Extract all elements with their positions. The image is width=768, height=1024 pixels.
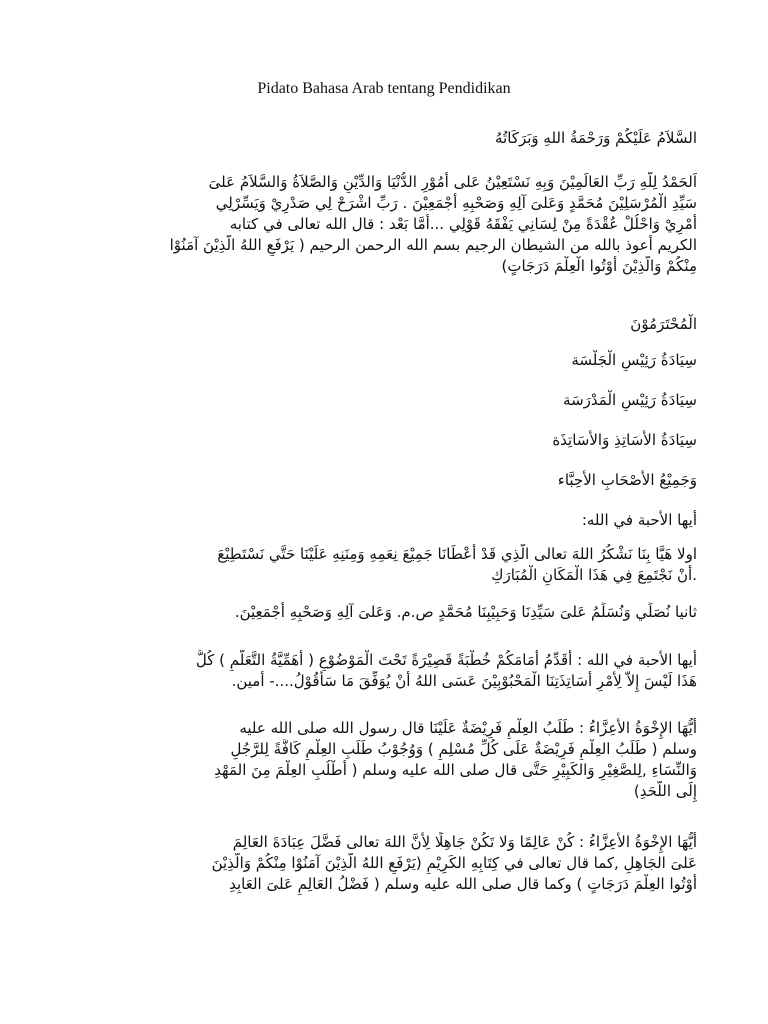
brothers1-line-1: أَيُّهَا الإِخْوَةُ الأَعِزَّاءُ : طَلَبُ العِلْمِ فَرِيْضَةٌ عَلَيْنَا قال رسول الله صلى الله عليه xyxy=(239,719,697,737)
brothers1-line-3: وَالنِّسَاءِ ,لِلصَّغِيْرِ وَالكَبِيْرِ حَتَّى قال صلى الله عليه وسلم ( أُطْلُبِ العِلْمَ مِنَ المَهْدِ xyxy=(214,761,697,779)
brothers-paragraph-2 xyxy=(95,832,697,895)
addressee-4 xyxy=(95,470,697,491)
addressee-2 xyxy=(95,390,697,411)
opening-line-3: أَمْرِيْ وَاحْلُلْ عُقْدَةً مِنْ لِسَانِي يَفْقَهُ قَوْلِي ...أَمَّا بَعْد : قال الله تعالى في كتابه xyxy=(229,215,697,233)
topic-line-1: أيها الأحبة في الله : أُقَدِّمُ أَمَامَكُمْ خُطْبَةً قَصِيْرَةً تَحْتَ الْمَوْضُوْعِ ( أَهَمِّيَّةُ التَّعَلُّمِ ) كُلُّ xyxy=(195,651,697,669)
opening-line-4: الكريم أعوذ بالله من الشيطان الرجيم بسم الله الرحمن الرحيم ( يَرْفَعِ اللهُ الَّذِيْنَ آمَنُوْا xyxy=(169,236,697,254)
greeting-paragraph xyxy=(95,128,697,149)
second-paragraph xyxy=(95,602,697,623)
brothers1-line-4: إِلَى اللَّحَدِ) xyxy=(633,782,697,800)
brothers2-line-2: عَلىَ الجَاهِلِ ,كما قال تعالى في كِتَابِهِ الكَرِيْمِ (يَرْفَعِ اللهُ الَّذِيْنَ آمَنُوْا مِنْكُمْ وَالَّذِيْنَ xyxy=(211,854,697,872)
brothers1-line-2: وسلم ( طَلَبُ العِلْمِ فَرِيْضَةٌ عَلَى كُلِّ مُسْلِمٍ ) وَوُجُوْبُ طَلَبِ العِلْمِ كَافَّةً لِلرَّجُلِ xyxy=(230,740,697,758)
addressee-line-2: سِيَادَةُ رَئِيْسِ الْمَدْرَسَة xyxy=(563,391,697,409)
respected-heading xyxy=(95,314,697,335)
beloved-paragraph xyxy=(95,510,697,531)
opening-line-5: مِنْكُمْ وَالَّذِيْنَ أُوْتُوا الْعِلْمَ دَرَجَاتٍ) xyxy=(501,257,697,275)
topic-line-2: هَذَا لَيْسَ إِلاَّ لِأَمْرِ أَسَاتِذَتِنَا الْمَحْبُوْبِيْنَ عَسَى اللهُ أَنْ يُوَفِّقَ مَا سَأَقُوْلُ....- أمين. xyxy=(231,672,697,690)
addressee-1 xyxy=(95,350,697,371)
first-line-2: .أَنْ نَجْتَمِعَ فِي هَذَا الْمَكَانِ الْمُبَارَكِ xyxy=(491,566,697,584)
addressee-line-3: سِيَادَةُ الأَسَاتِذِ وَالأَسَاتِذَة xyxy=(552,431,697,449)
brothers2-line-3: أُوْتُوا العِلْمَ دَرَجَاتٍ ) وكما قال صلى الله عليه وسلم ( فَضْلُ العَالِمِ عَلىَ العَابِدِ xyxy=(229,875,697,893)
addressee-line-1: سِيَادَةُ رَئِيْسِ الْجَلْسَة xyxy=(571,351,697,369)
opening-line-1: اَلحَمْدُ لِلَّهِ رَبِّ العَالَمِيْنَ وَبِهِ نَسْتَعِيْنُ عَلى أُمُوْرِ الدُّنْيَا وَالدِّيْنِ وَالصَّلاَةُ وَالسَّلاَمُ عَلىَ xyxy=(208,173,697,191)
opening-line-2: سَيِّدِ الْمُرْسَلِيْنَ مُحَمَّدٍ وَعَلىَ آلِهِ وَصَحْبِهِ أَجْمَعِيْنَ . رَبِّ اشْرَحْ لِي صَدْرِيْ وَيَسِّرْلِي xyxy=(215,194,697,212)
topic-paragraph xyxy=(95,650,697,692)
second-line: ثانيا نُصَلِّي وَنُسَلِّمُ عَلىَ سَيِّدِنَا وَحَبِيْبِنَا مُحَمَّدٍ ص.م. وَعَلىَ آلِهِ وَصَحْبِهِ أَجْمَعِيْنَ. xyxy=(234,603,697,621)
greeting-line: السَّلاَمُ عَلَيْكُمْ وَرَحْمَةُ اللهِ وَبَرَكَاتُهُ xyxy=(495,129,697,147)
addressee-3 xyxy=(95,430,697,451)
opening-paragraph xyxy=(95,172,697,277)
respected-line: الْمُحْتَرَمُوْنَ xyxy=(630,315,697,333)
first-line-1: اولا هَيَّا بِنَا نَشْكُرُ اللهَ تعالى الَّذِي قَدْ أَعْطَانَا جَمِيْعَ نِعَمِهِ وَمِنَنِهِ عَلَيْنَا حَتَّي نَسْتَطِيْعَ xyxy=(217,545,697,563)
addressee-line-4: وَجَمِيْعُ الأَصْحَابِ الأَحِبَّاء xyxy=(557,471,697,489)
page-title: Pidato Bahasa Arab tentang Pendidikan xyxy=(257,80,511,97)
beloved-line: أيها الأحبة في الله: xyxy=(581,511,697,529)
first-paragraph xyxy=(95,544,697,586)
brothers-paragraph-1 xyxy=(95,718,697,802)
brothers2-line-1: أَيُّهَا الإِخْوَةُ الأَعِزَّاءُ : كُنْ عَالِمًا وَلا تَكُنْ جَاهِلًا لِأَنَّ اللهَ تعالى فَضَّلَ عِبَادَةَ العَالِمَ xyxy=(232,833,697,851)
